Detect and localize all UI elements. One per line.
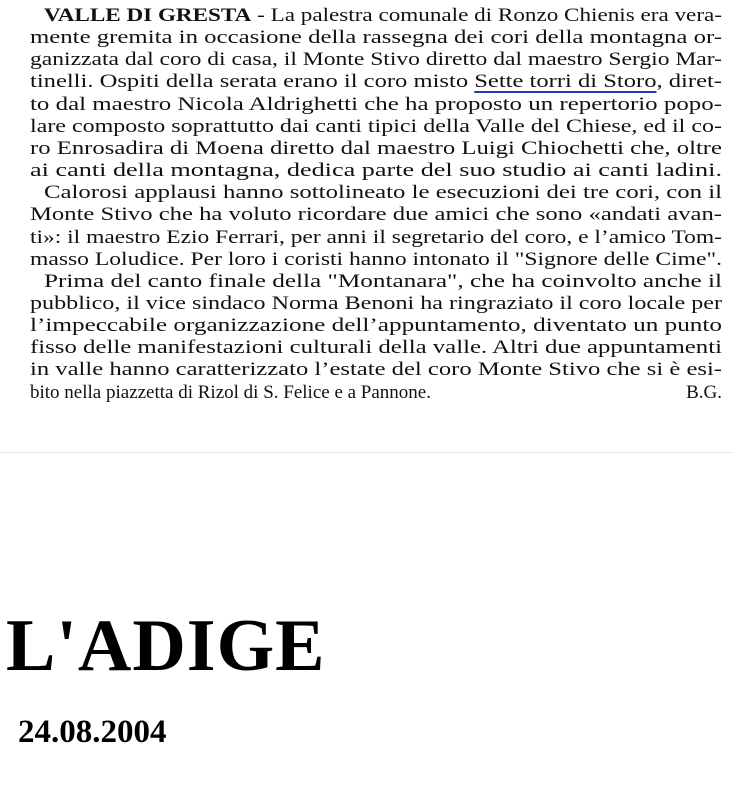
article-line-text: bito nella piazzetta di Rizol di S. Felice e a Pannone. [30, 381, 431, 403]
article-line-text: Calorosi applausi hanno sottolineato le esecuzioni dei tre cori, con il [44, 182, 722, 204]
article-line-text: lare composto soprattutto dai canti tipici della Valle del Chiese, ed il co- [30, 115, 722, 137]
article-line [30, 160, 722, 182]
article-lead: VALLE DI GRESTA [44, 5, 252, 26]
article-line-text: - La palestra comunale di Ronzo Chienis era vera- [251, 5, 722, 26]
article-line [30, 382, 722, 404]
article-line-text: ai canti della montagna, dedica parte del suo studio ai canti ladini. [30, 160, 722, 182]
article-line [30, 138, 722, 160]
article-line-text: tinelli. Ospiti della serata erano il coro misto [30, 71, 475, 93]
article-line-text: to dal maestro Nicola Aldrighetti che ha proposto un repertorio popo- [30, 93, 722, 115]
article-line [30, 359, 722, 381]
article-line-text: Prima del canto finale della "Montanara", che ha coinvolto anche il [44, 270, 722, 292]
article-line-text: l’impeccabile organizzazione dell’appuntamento, diventato un punto [30, 315, 722, 337]
article-line [30, 71, 722, 93]
article-line [44, 5, 722, 27]
article-line-text: , diret- [656, 71, 722, 93]
article-line-text: masso Loludice. Per loro i coristi hanno intonato il "Signore delle Cime". [30, 248, 722, 270]
article-line-text: in valle hanno caratterizzato l’estate del coro Monte Stivo che si è esi- [30, 359, 722, 381]
author-signature: B.G. [686, 381, 722, 403]
article-line [30, 49, 722, 71]
article-line-text: Monte Stivo che ha voluto ricordare due amici che sono «andati avan- [30, 204, 722, 226]
article-line [30, 204, 722, 226]
article-line [30, 27, 722, 49]
article-line [30, 249, 722, 271]
article-line-text: pubblico, il vice sindaco Norma Benoni ha ringraziato il coro locale per [30, 292, 722, 314]
article-line-text: ti»: il maestro Ezio Ferrari, per anni il segretario del coro, e l’amico Tom- [30, 226, 722, 248]
underlined-choir-name: Sette torri di Storo [474, 71, 657, 93]
article-line-text: fisso delle manifestazioni culturali della valle. Altri due appuntamenti [30, 337, 722, 359]
publication-date: 24.08.2004 [18, 714, 167, 750]
clipping-divider [0, 452, 734, 453]
article-line [30, 116, 722, 138]
article-line [30, 315, 722, 337]
article-line [44, 271, 722, 293]
article-line-text: ganizzata dal coro di casa, il Monte Stivo diretto dal maestro Sergio Mar- [30, 49, 722, 71]
article-line [44, 182, 722, 204]
article-line-text: mente gremita in occasione della rassegna dei cori della montagna or- [30, 27, 722, 49]
article-line [30, 227, 722, 249]
article-line [30, 94, 722, 116]
newspaper-masthead: L'ADIGE [6, 605, 326, 687]
article-line [30, 293, 722, 315]
article-line-text: ro Enrosadira di Moena diretto dal maestro Luigi Chiochetti che, oltre [30, 137, 722, 159]
article-line [30, 337, 722, 359]
